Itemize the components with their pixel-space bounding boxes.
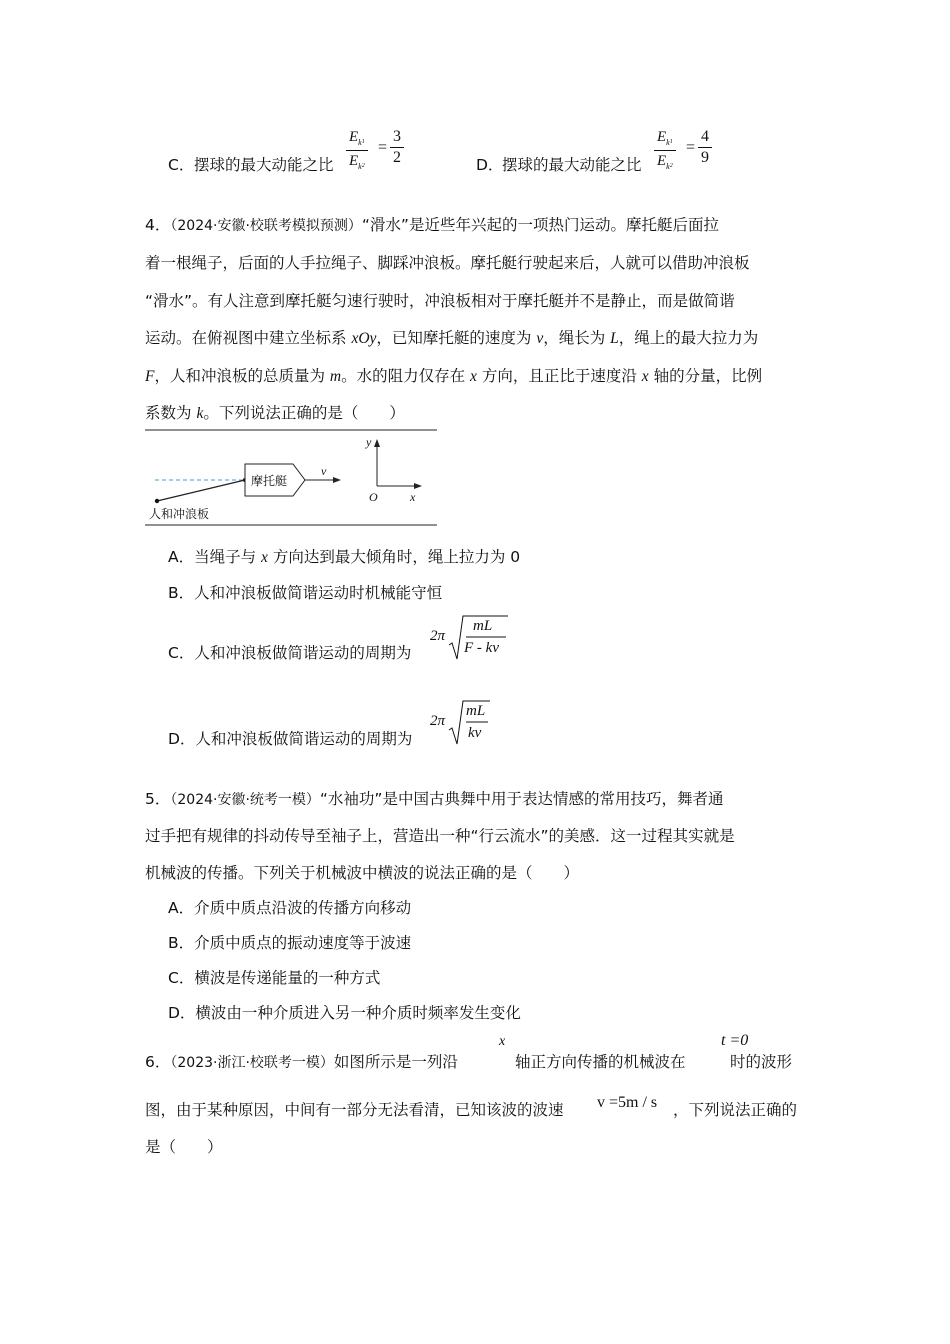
q5-line-1: 5．（2024·安徽·统考一模）“水袖功”是中国古典舞中用于表达情感的常用技巧，舞者通 <box>145 790 724 808</box>
figure-o-label: O <box>369 490 378 504</box>
q4-number: 4． <box>145 216 171 234</box>
q5-source: （2024·安徽·统考一模） <box>170 792 320 808</box>
q3-option-c-label: C． <box>168 156 195 174</box>
q5-line-3: 机械波的传播。下列关于机械波中横波的说法正确的是（ ） <box>145 864 580 882</box>
figure-y-label: y <box>366 435 372 449</box>
figure-person-label: 人和冲浪板 <box>149 507 210 521</box>
figure-boat-label: 摩托艇 <box>251 474 288 488</box>
q4-option-d: D．人和冲浪板做简谐运动的周期为 2π mL kv <box>168 697 508 747</box>
q3-option-c-formula: $\frac{E_k1}{E_k2}$ = $\frac{3}{2}$ <box>346 125 406 177</box>
q3-option-d-text: 摆球的最大动能之比 <box>502 156 642 174</box>
q6-line-3: 是（ ） <box>145 1138 223 1156</box>
q5-option-c: C．横波是传递能量的一种方式 <box>168 969 381 987</box>
figure-v-label: v <box>321 464 327 478</box>
q5-option-b: B．介质中质点的振动速度等于波速 <box>168 934 412 952</box>
q4-figure <box>145 428 437 528</box>
q6-number: 6． <box>145 1053 171 1071</box>
q4-option-a: A．当绳子与 x 方向达到最大倾角时，绳上拉力为 0 <box>168 548 521 566</box>
q4-line-3: “滑水”。有人注意到摩托艇匀速行驶时，冲浪板相对于摩托艇并不是静止，而是做简谐 <box>145 292 735 310</box>
q4-line-4: 运动。在俯视图中建立坐标系 xOy，已知摩托艇的速度为 v，绳长为 L，绳上的最大拉力为 <box>145 329 759 347</box>
figure-person-dot <box>155 499 159 503</box>
figure-rope <box>157 480 245 501</box>
q5-option-d: D．横波由一种介质进入另一种介质时频率发生变化 <box>168 1004 521 1022</box>
q4-option-c: C．人和冲浪板做简谐运动的周期为 2π mL F - kv <box>168 612 528 662</box>
q4-line-6: 系数为 k。下列说法正确的是（ ） <box>145 404 405 422</box>
q3-option-c-text: 摆球的最大动能之比 <box>194 156 334 174</box>
q4-line-2: 着一根绳子，后面的人手拉绳子、脚踩冲浪板。摩托艇行驶起来后，人就可以借助冲浪板 <box>145 254 750 272</box>
q3-option-d-label: D． <box>476 156 504 174</box>
q5-number: 5． <box>145 790 171 808</box>
figure-x-label: x <box>410 490 416 504</box>
q3-option-d-formula: $\frac{E_k1}{E_k2}$ = $\frac{4}{9}$ <box>654 125 714 177</box>
q4-line-1 <box>145 213 719 235</box>
q4-source: （2024·安徽·校联考模拟预测） <box>170 218 362 234</box>
q4-text-1: “滑水”是近些年兴起的一项热门运动。摩托艇后面拉 <box>361 216 719 234</box>
q6-line-1: 6．（2023·浙江·校联考一模）如图所示是一列沿 x 轴正方向传播的机械波在 t =0 时的波形 <box>145 1032 793 1071</box>
q5-line-2: 过手把有规律的抖动传导至袖子上，营造出一种“行云流水”的美感．这一过程其实就是 <box>145 827 735 845</box>
figure-velocity-arrowhead <box>333 477 341 483</box>
q4-line-5: F，人和冲浪板的总质量为 m。水的阻力仅存在 x 方向，且正比于速度沿 x 轴的分量，比例 <box>145 367 763 385</box>
figure-y-arrowhead <box>374 439 380 447</box>
q6-source: （2023·浙江·校联考一模） <box>170 1055 334 1071</box>
q5-option-a: A．介质中质点沿波的传播方向移动 <box>168 899 412 917</box>
q6-line-2: 图，由于某种原因，中间有一部分无法看清，已知该波的波速 v =5m / s ，下列说法正确的 <box>145 1094 798 1119</box>
figure-x-arrowhead <box>414 483 422 489</box>
q4-option-b: B．人和冲浪板做简谐运动时机械能守恒 <box>168 584 443 602</box>
